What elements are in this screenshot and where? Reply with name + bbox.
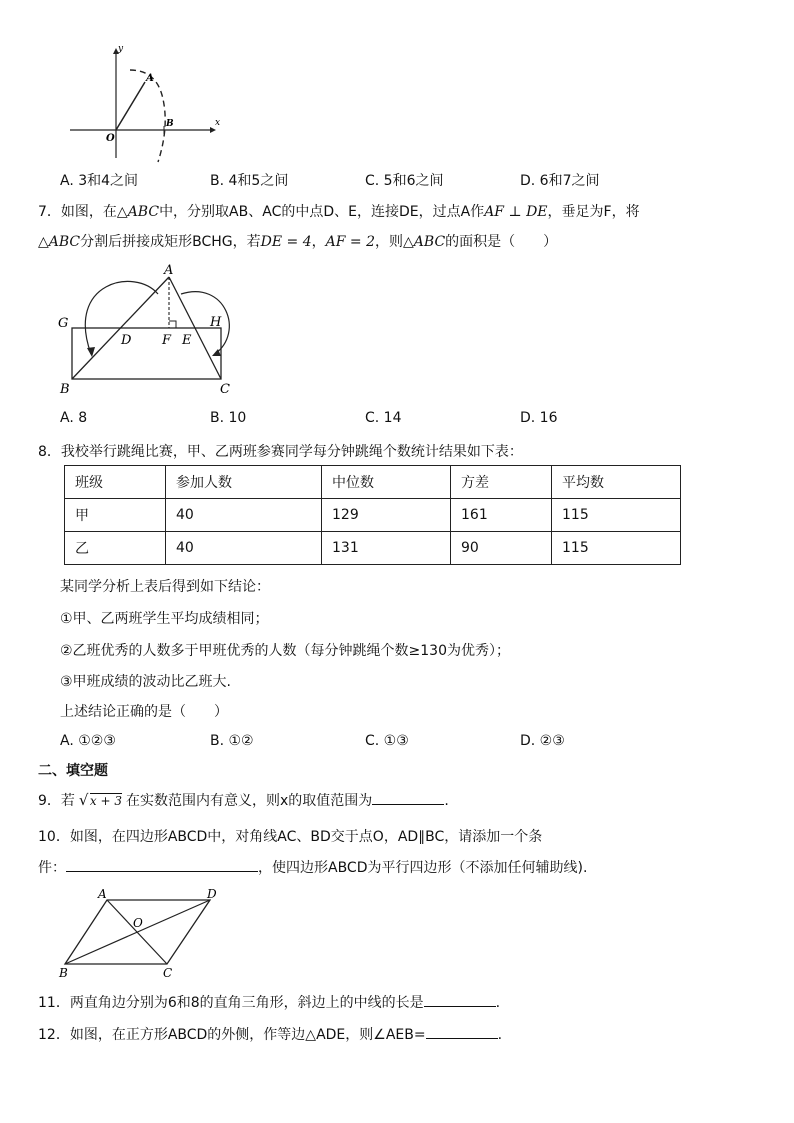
q8-conclusion-2: ②乙班优秀的人数多于甲班优秀的人数（每分钟跳绳个数≥130为优秀）； (60, 643, 511, 659)
label-f: F (162, 333, 172, 348)
q10-answer-blank[interactable] (66, 857, 258, 872)
segment-oa (116, 82, 145, 130)
table-header-row (65, 466, 681, 499)
q7-option-a[interactable]: A. 8 (60, 410, 88, 426)
q8-option-c[interactable]: C. ①③ (365, 733, 409, 749)
table-row (65, 499, 681, 532)
table-header-cell: 平均数 (552, 466, 681, 499)
q7-text-e: ，则 (375, 234, 404, 250)
q10-line2 (38, 857, 587, 877)
q12-text: 12．如图，在正方形ABCD的外侧，作等边△ADE，则∠AEB= (38, 1027, 426, 1043)
table-cell: 40 (166, 532, 322, 565)
label-d: D (121, 333, 132, 348)
q7-triangle-2: △ABC (38, 234, 81, 250)
table-cell: 甲 (65, 499, 166, 532)
q7-text-d: 分割后拼接成矩形BCHG，若 (80, 234, 261, 250)
q11-answer-blank[interactable] (424, 992, 496, 1007)
q7-text-f: 的面积是（ ） (445, 234, 558, 250)
table-row (65, 532, 681, 565)
q9-answer-blank[interactable] (372, 790, 444, 805)
q10-line1: 10．如图，在四边形ABCD中，对角线AC、BD交于点O，AD∥BC，请添加一个条 (38, 829, 543, 845)
q7-text-c: ，垂足为F，将 (547, 204, 640, 220)
origin-label: O (106, 133, 115, 144)
q12-line (38, 1024, 502, 1044)
q11-line (38, 992, 500, 1012)
label-b: B (60, 382, 70, 397)
q7-triangle-3: △ABC (403, 234, 446, 250)
label-g: G (58, 316, 69, 331)
q6-option-b[interactable]: B. 4和5之间 (210, 173, 289, 189)
q6-figure (60, 40, 230, 165)
q6-option-a[interactable]: A. 3和4之间 (60, 173, 139, 189)
q12-answer-blank[interactable] (426, 1024, 498, 1039)
q6-option-c[interactable]: C. 5和6之间 (365, 173, 444, 189)
stats-table (64, 465, 681, 565)
label-a: A (98, 887, 107, 901)
q7-af-eq: AF = 2 (325, 234, 376, 250)
section-heading: 二、填空题 (38, 763, 108, 779)
right-angle-mark (169, 321, 176, 328)
q7-option-b[interactable]: B. 10 (210, 410, 247, 426)
q12-end: . (497, 1027, 503, 1043)
q7-option-d[interactable]: D. 16 (520, 410, 558, 426)
q7-text-b: 中，分别取AB、AC的中点D、E，连接DE，过点A作 (159, 204, 485, 220)
radicand: x + 3 (89, 794, 123, 808)
q7-line2 (38, 231, 557, 251)
q9-text-a: 9．若 (38, 793, 75, 809)
table-header-cell: 参加人数 (166, 466, 322, 499)
q10-text-b: ，使四边形ABCD为平行四边形（不添加任何辅助线). (258, 860, 588, 876)
sqrt-symbol: √ (78, 791, 89, 809)
table-header-cell: 班级 (65, 466, 166, 499)
table-cell: 115 (552, 499, 681, 532)
label-c: C (163, 966, 173, 980)
q8-option-d[interactable]: D. ②③ (520, 733, 565, 749)
x-label: x (215, 118, 221, 128)
q8-conclusion-3: ③甲班成绩的波动比乙班大. (60, 674, 232, 690)
point-b-label: B (166, 119, 174, 129)
table-cell: 115 (552, 532, 681, 565)
q7-comma: ， (311, 234, 326, 250)
q8-option-b[interactable]: B. ①② (210, 733, 254, 749)
q8-stem: 8．我校举行跳绳比赛，甲、乙两班参赛同学每分钟跳绳个数统计结果如下表： (38, 444, 523, 460)
q11-text: 11．两直角边分别为6和8的直角三角形，斜边上的中线的长是 (38, 995, 424, 1011)
table-cell: 129 (322, 499, 451, 532)
label-d: D (207, 887, 217, 901)
y-label: y (118, 44, 124, 54)
table-cell: 40 (166, 499, 322, 532)
q11-end: . (495, 995, 501, 1011)
label-e: E (182, 333, 192, 348)
q8-option-a[interactable]: A. ①②③ (60, 733, 116, 749)
q8-ask: 上述结论正确的是（ ） (60, 704, 228, 720)
q9-end: . (444, 793, 449, 809)
q7-de-eq: DE = 4 (260, 234, 312, 250)
q7-triangle-1: △ABC (116, 204, 160, 220)
q8-conclusion-1: ①甲、乙两班学生平均成绩相同； (60, 611, 269, 627)
label-a: A (164, 263, 174, 278)
table-header-cell: 方差 (451, 466, 552, 499)
label-c: C (220, 382, 230, 397)
table-cell: 131 (322, 532, 451, 565)
q8-intro: 某同学分析上表后得到如下结论： (60, 579, 270, 595)
label-o: O (133, 916, 143, 930)
q6-option-d[interactable]: D. 6和7之间 (520, 173, 600, 189)
q7-line1 (38, 201, 640, 221)
q7-figure (55, 262, 240, 397)
q9-line (38, 790, 449, 810)
table-header-cell: 中位数 (322, 466, 451, 499)
label-b: B (59, 966, 68, 980)
table-cell: 161 (451, 499, 552, 532)
table-cell: 乙 (65, 532, 166, 565)
q7-text-a: 7．如图，在 (38, 204, 117, 220)
table-cell: 90 (451, 532, 552, 565)
label-h: H (210, 315, 222, 330)
q10-text-a: 件： (38, 860, 66, 876)
point-a-label: A (146, 73, 154, 84)
q10-figure (55, 886, 225, 981)
q7-option-c[interactable]: C. 14 (365, 410, 402, 426)
q9-text-b: 在实数范围内有意义，则x的取值范围为 (126, 793, 373, 809)
q7-perp: AF ⊥ DE (484, 204, 548, 220)
sqrt-expression (79, 793, 122, 809)
